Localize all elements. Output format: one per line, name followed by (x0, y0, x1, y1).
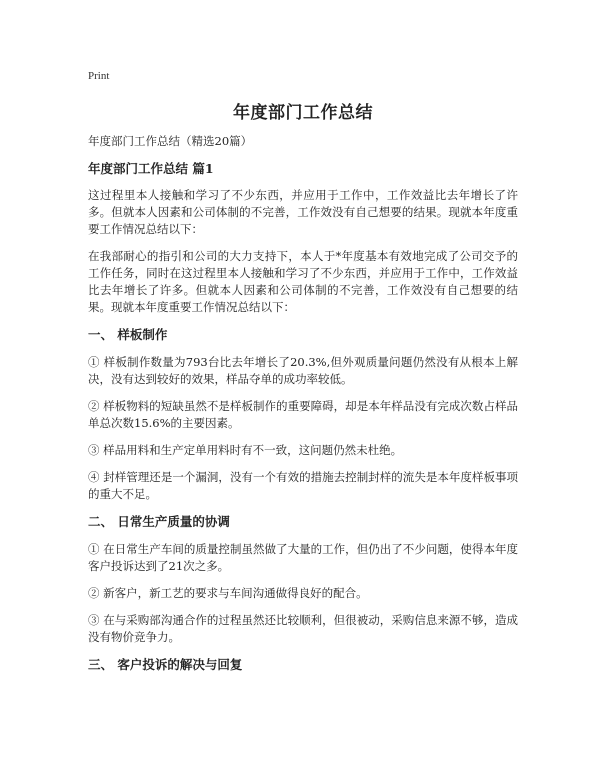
list-item: ③ 样品用料和生产定单用料时有不一致，这问题仍然未杜绝。 (88, 443, 403, 457)
document-body (88, 133, 518, 684)
list-item: ③ 在与采购部沟通合作的过程虽然还比较顺利，但很被动，采购信息来源不够，造成没有物价竞争力。 (88, 613, 518, 644)
print-link[interactable]: Print (88, 70, 110, 82)
intro-paragraph: 在我部耐心的指引和公司的大力支持下，本人于*年度基本有效地完成了公司交予的工作任务，同时在这过程里本人接触和学习了不少东西，并应用于工作中，工作效益比去年增长了许多。但就本人因素和公司体制的不完善，工作效没有自己想要的结果。现就本年度重要工作情况总结以下： (88, 249, 518, 314)
intro-paragraph: 这过程里本人接触和学习了不少东西，并应用于工作中，工作效益比去年增长了许多。但就本人因素和公司体制的不完善，工作效没有自己想要的结果。现就本年度重要工作情况总结以下： (88, 188, 518, 236)
document-subtitle: 年度部门工作总结（精选20篇） (88, 134, 253, 148)
section-heading-production-quality: 二、 日常生产质量的协调 (88, 514, 230, 529)
list-item: ② 新客户，新工艺的要求与车间沟通做得良好的配合。 (88, 586, 368, 600)
list-item: ① 在日常生产车间的质量控制虽然做了大量的工作，但仍出了不少问题，使得本年度客户投诉达到了21次之多。 (88, 542, 518, 573)
section-heading-sample-making: 一、 样板制作 (88, 327, 168, 342)
section-heading-customer-complaints: 三、 客户投诉的解决与回复 (88, 657, 243, 672)
list-item: ② 样板物料的短缺虽然不是样板制作的重要障碍，却是本年样品没有完成次数占样品单总次数15.6%的主要因素。 (88, 399, 518, 430)
list-item: ④ 封样管理还是一个漏洞，没有一个有效的措施去控制封样的流失是本年度样板事项的重大不足。 (88, 470, 518, 501)
article-heading: 年度部门工作总结 篇1 (88, 161, 214, 176)
list-item: ① 样板制作数量为793台比去年增长了20.3%,但外观质量问题仍然没有从根本上解决，没有达到较好的效果，样品夺单的成功率较低。 (88, 355, 518, 386)
page-title: 年度部门工作总结 (233, 103, 373, 123)
